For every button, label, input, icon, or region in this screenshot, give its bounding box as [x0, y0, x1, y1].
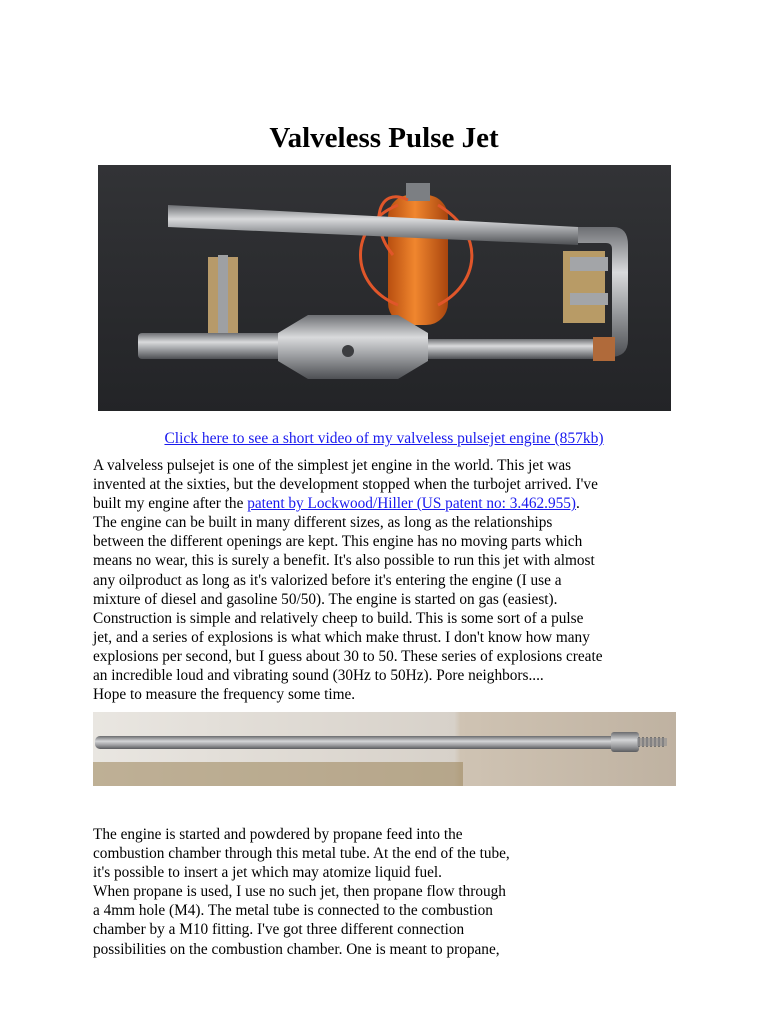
intro-line-2: invented at the sixties, but the development stopped when the turbojet arrived. I've — [93, 476, 598, 494]
intro-line-10: jet, and a series of explosions is what which make thrust. I don't know how many — [93, 628, 590, 646]
pulsejet-engine-illustration — [98, 165, 671, 411]
intro-line-3-text: built my engine after the — [93, 495, 248, 513]
intro-line-6: means no wear, this is surely a benefit. It's also possible to run this jet with almost — [93, 552, 595, 570]
metal-tube-photo — [93, 712, 676, 786]
tube-line-1: The engine is started and powdered by propane feed into the — [93, 826, 463, 843]
intro-line-12: an incredible loud and vibrating sound (30Hz to 50Hz). Pore neighbors.... — [93, 667, 544, 685]
tube-line-2: combustion chamber through this metal tube. At the end of the tube, — [93, 845, 510, 863]
intro-line-4: The engine can be built in many different sizes, as long as the relationships — [93, 514, 553, 532]
intro-line-13: Hope to measure the frequency some time. — [93, 686, 356, 704]
intro-line-3-end: . — [576, 495, 580, 513]
page-title: Valveless Pulse Jet — [269, 122, 499, 154]
intro-line-7: any oilproduct as long as it's valorized before it's entering the engine (I use a — [93, 571, 562, 589]
video-link-line — [0, 430, 768, 448]
tube-line-7: possibilities on the combustion chamber. One is meant to propane, — [93, 940, 500, 958]
metal-tube-illustration — [93, 712, 676, 786]
tube-line-5: a 4mm hole (M4). The metal tube is connected to the combustion — [93, 902, 493, 920]
pulsejet-engine-photo — [98, 165, 671, 411]
video-link[interactable]: Click here to see a short video of my valveless pulsejet engine (857kb) — [164, 430, 604, 447]
tube-line-6: chamber by a M10 fitting. I've got three different connection — [93, 921, 465, 939]
intro-paragraph — [93, 456, 693, 704]
intro-line-11: explosions per second, but I guess about 30 to 50. These series of explosions create — [93, 647, 603, 665]
intro-line-5: between the different openings are kept. This engine has no moving parts which — [93, 533, 583, 551]
intro-line-1: A valveless pulsejet is one of the simplest jet engine in the world. This jet was — [93, 457, 572, 474]
intro-line-8: mixture of diesel and gasoline 50/50). The engine is started on gas (easiest). — [93, 590, 558, 608]
patent-link[interactable]: patent by Lockwood/Hiller (US patent no: 3.462.955) — [247, 495, 577, 513]
tube-paragraph — [93, 825, 693, 959]
intro-line-9: Construction is simple and relatively cheep to build. This is some sort of a pulse — [93, 609, 584, 627]
intro-line-3 — [93, 494, 693, 513]
tube-line-3: it's possible to insert a jet which may atomize liquid fuel. — [93, 864, 442, 882]
tube-line-4: When propane is used, I use no such jet, then propane flow through — [93, 883, 506, 901]
